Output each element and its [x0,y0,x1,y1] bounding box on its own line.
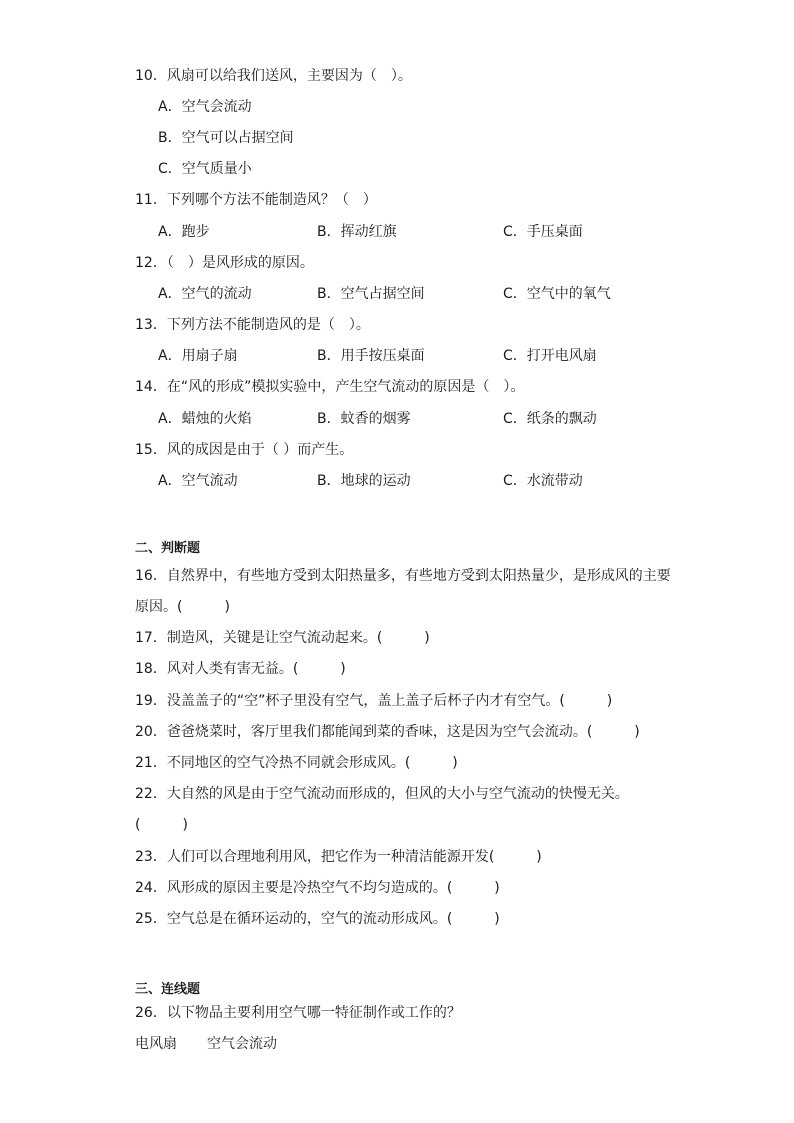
question-12: 12．（ ）是风形成的原因。 [135,255,314,271]
option-11-b: B．挥动红旗 [317,224,397,240]
question-16: 16．自然界中，有些地方受到太阳热量多，有些地方受到太阳热量少，是形成风的主要 [135,568,671,584]
option-10-b: B．空气可以占据空间 [158,130,294,146]
question-18: 18．风对人类有害无益。( ) [135,661,346,677]
match-left-item: 电风扇 [135,1036,177,1052]
question-14: 14．在“风的形成”模拟实验中，产生空气流动的原因是（ ）。 [135,379,525,395]
option-14-a: A．蜡烛的火焰 [158,411,252,427]
option-13-c: C．打开电风扇 [503,348,597,364]
option-15-a: A．空气流动 [158,473,238,489]
question-26: 26．以下物品主要利用空气哪一特征制作或工作的？ [135,1005,461,1021]
option-13-a: A．用扇子扇 [158,348,238,364]
question-22: 22．大自然的风是由于空气流动而形成的，但风的大小与空气流动的快慢无关。 [135,786,629,802]
question-21: 21．不同地区的空气冷热不同就会形成风。( ) [135,755,458,771]
option-14-c: C．纸条的飘动 [503,411,597,427]
question-11: 11．下列哪个方法不能制造风？（ ） [135,192,377,208]
option-12-c: C．空气中的氧气 [503,286,611,302]
question-13: 13．下列方法不能制造风的是（ ）。 [135,317,370,333]
question-10: 10．风扇可以给我们送风，主要因为（ ）。 [135,68,412,84]
option-13-b: B．用手按压桌面 [317,348,425,364]
question-16-cont: 原因。( ) [135,599,230,615]
question-25: 25．空气总是在循环运动的，空气的流动形成风。( ) [135,911,500,927]
option-10-c: C．空气质量小 [158,161,252,177]
question-15: 15．风的成因是由于（ ）而产生。 [135,442,354,458]
option-11-a: A．跑步 [158,224,210,240]
option-10-a: A．空气会流动 [158,99,252,115]
question-17: 17．制造风，关键是让空气流动起来。( ) [135,630,430,646]
question-22-cont: ( ) [135,817,188,833]
option-12-b: B．空气占据空间 [317,286,425,302]
option-15-c: C．水流带动 [503,473,583,489]
question-24: 24．风形成的原因主要是冷热空气不均匀造成的。( ) [135,880,500,896]
option-12-a: A．空气的流动 [158,286,252,302]
option-14-b: B．蚊香的烟雾 [317,411,411,427]
option-11-c: C．手压桌面 [503,224,583,240]
section-title-judgement: 二、判断题 [135,541,201,556]
question-19: 19．没盖盖子的“空”杯子里没有空气，盖上盖子后杯子内才有空气。( ) [135,693,613,709]
section-title-matching: 三、连线题 [135,982,201,997]
question-20: 20．爸爸烧菜时，客厅里我们都能闻到菜的香味，这是因为空气会流动。( ) [135,724,640,740]
option-15-b: B．地球的运动 [317,473,411,489]
question-23: 23．人们可以合理地利用风，把它作为一种清洁能源开发( ) [135,849,542,865]
match-right-item: 空气会流动 [207,1036,277,1052]
